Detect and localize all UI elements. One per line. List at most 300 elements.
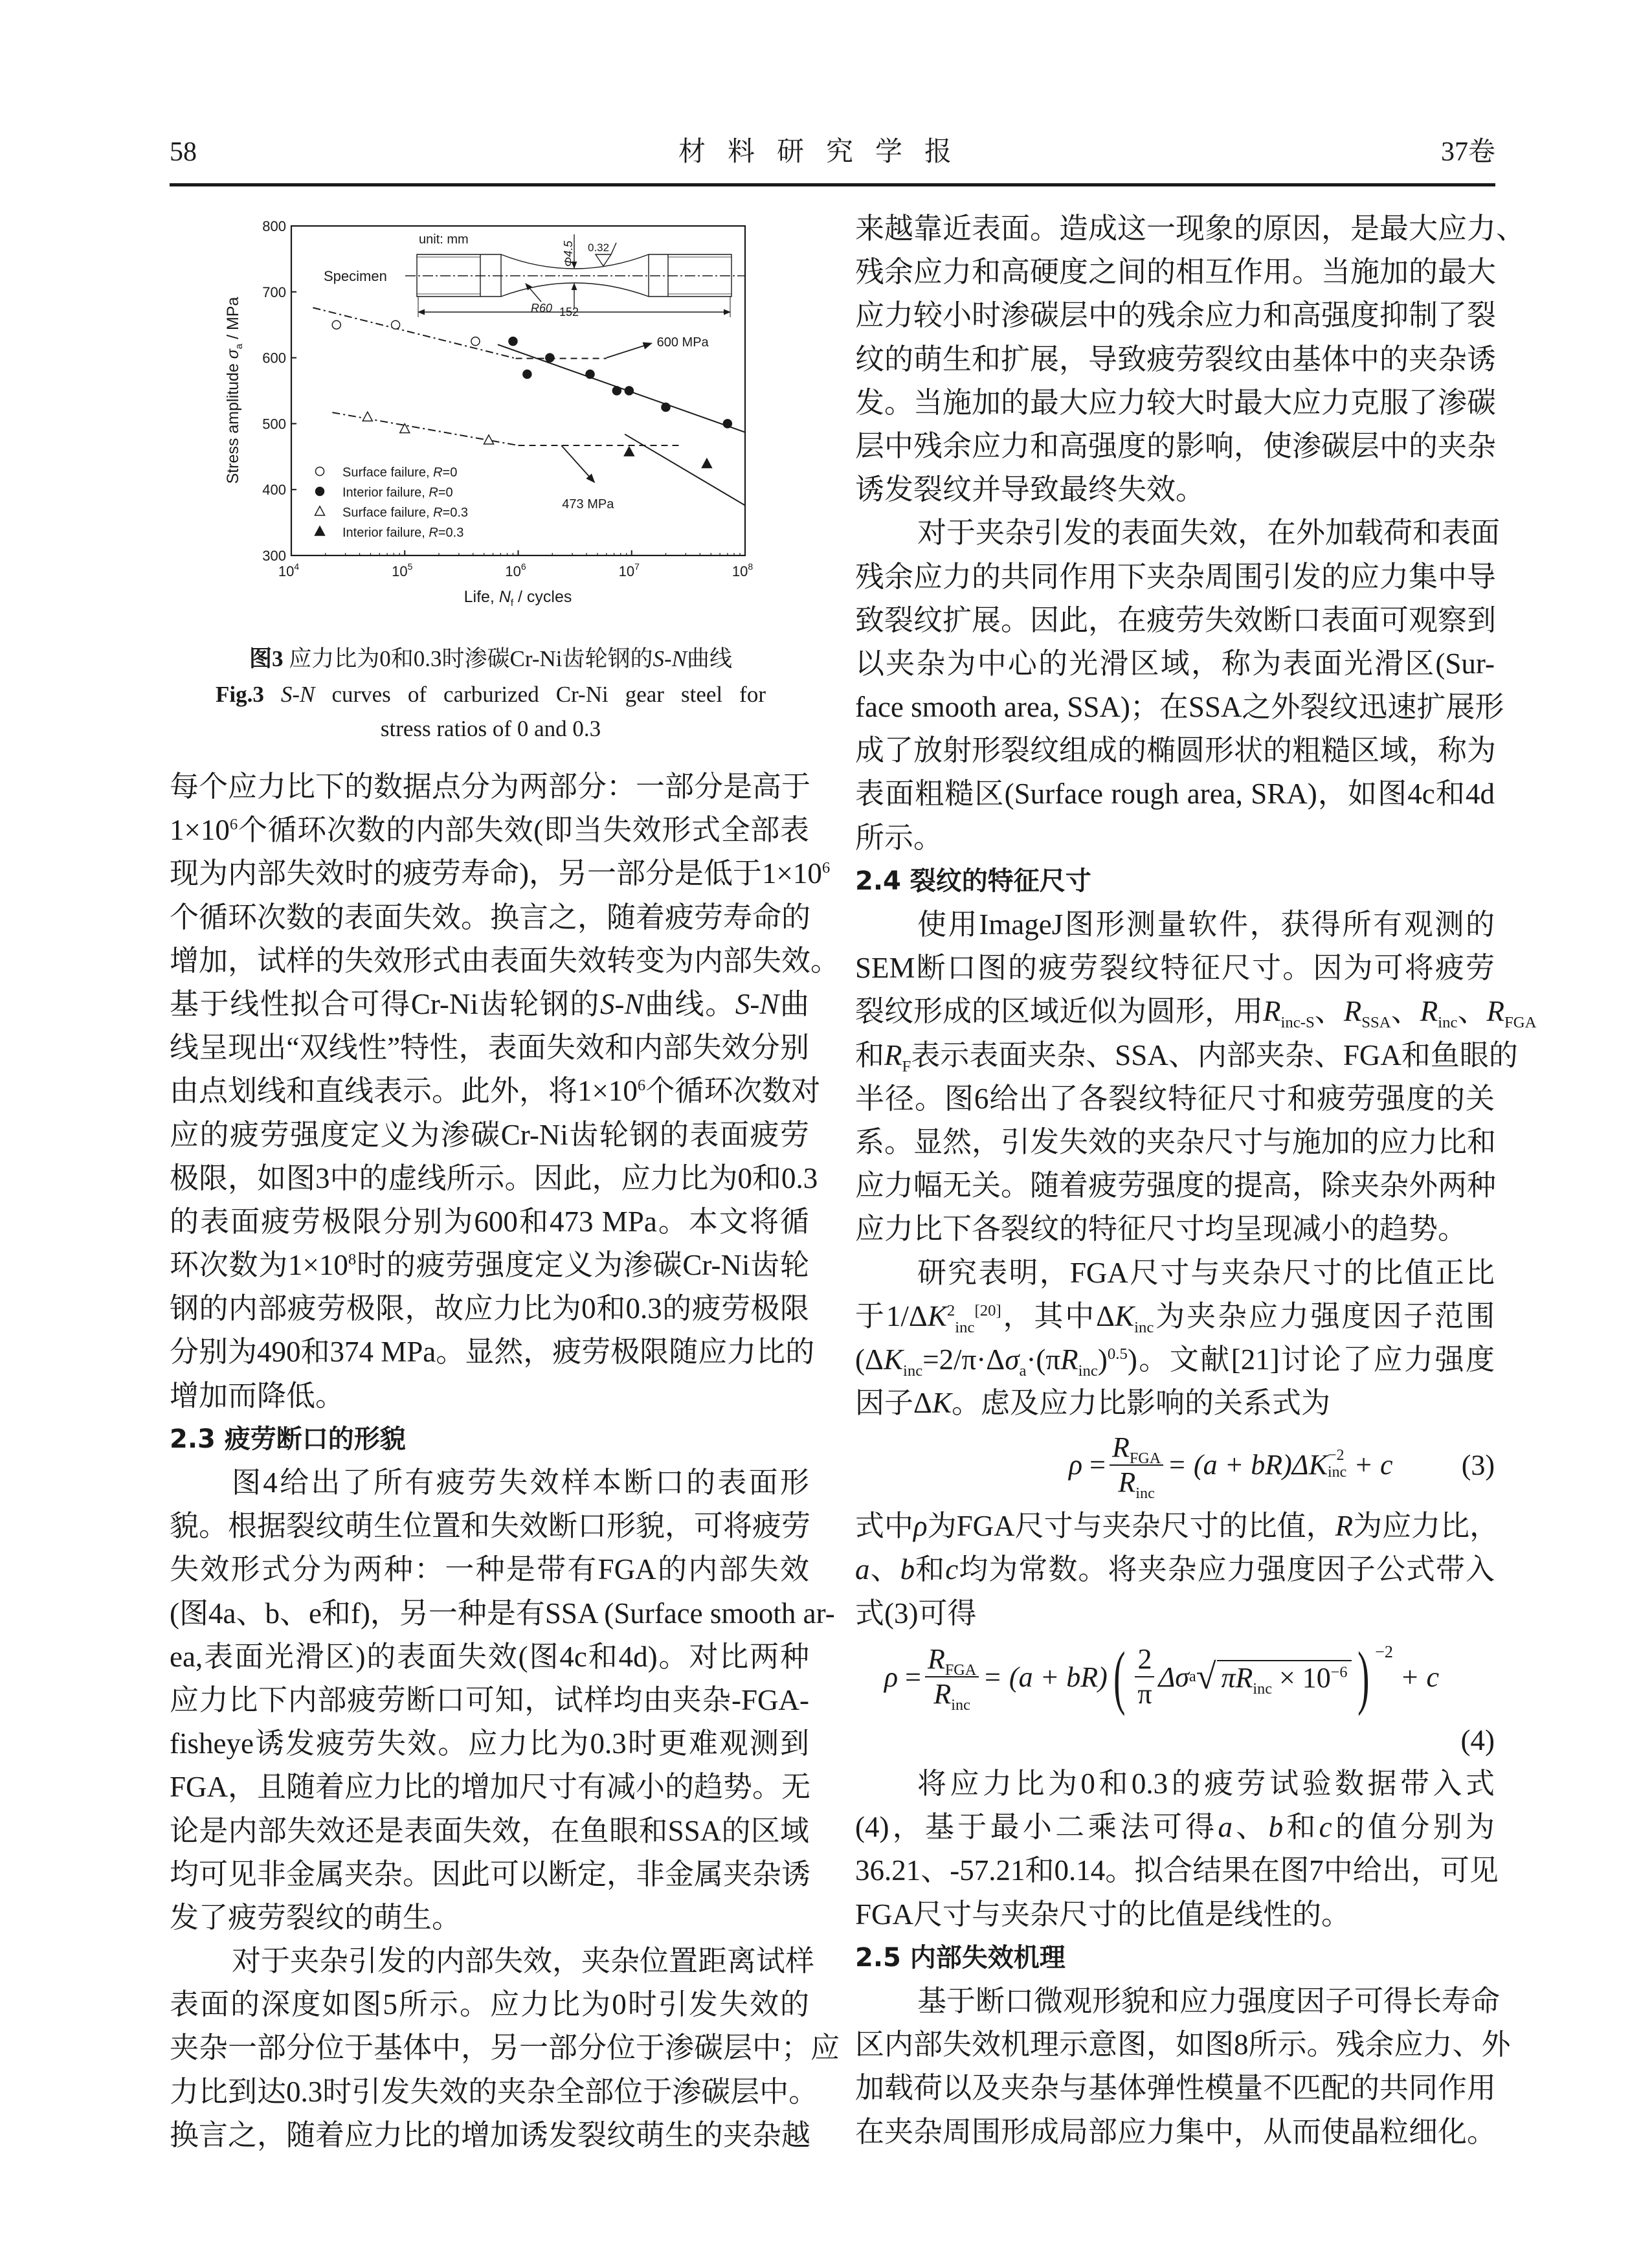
label-part: =0.3 [438,526,464,540]
text-line [855,1592,1495,1635]
data-point [484,435,493,444]
italic-text: b [900,1553,915,1586]
text-line [170,1983,809,2026]
text-run: 均可见非金属夹杂。因此可以断定，非金属夹杂诱 [170,1857,811,1890]
eq-exp: −2 [1327,1446,1345,1464]
label-part: σ [224,349,242,359]
eq-den: R [933,1678,952,1710]
text-run: 层中残余应力和高强度的影响，使渗碳层中的夹杂 [855,429,1497,462]
text-line [855,1077,1495,1121]
data-point [332,320,340,329]
equation-3 [855,1425,1495,1505]
text-line [170,1635,809,1679]
text-run: 对于夹杂引发的表面失效，在外加载荷和表面 [917,517,1501,550]
eq-exp: −2 [1375,1642,1393,1662]
superscript: 6 [637,1077,646,1095]
eq-num: R [1111,1431,1130,1463]
data-point [662,403,670,411]
text-line [855,1548,1495,1591]
text-run: 貌。根据裂纹萌生位置和失效断口形貌，可将疲劳 [170,1510,811,1543]
text-run: 应的疲劳强度定义为渗碳Cr-Ni齿轮钢的表面疲劳 [170,1118,809,1151]
superscript: 0.5 [1107,1345,1128,1363]
text-run: 失效形式分为两种：一种是带有FGA的内部失效 [170,1553,809,1586]
eq-sub: inc [951,1696,970,1714]
text-line [855,2067,1495,2110]
tick-exponent: 5 [407,561,413,572]
text-run: 来越靠近表面。造成这一现象的原因，是最大应力、 [855,212,1526,245]
y-tick-label [262,548,286,564]
tick-base: 10 [618,563,635,579]
text-line [855,1505,1499,1548]
text-line [855,686,1504,729]
text-line [855,1121,1495,1164]
eq-equals: = [905,1661,921,1693]
right-column [855,207,1537,2154]
x-tick-label [619,561,640,579]
text-line [855,1719,1495,1762]
text-line [170,896,809,939]
eq-tail: + c [1400,1661,1440,1693]
text-line [855,947,1495,990]
text-run: FGA，且随着应力比的增加尺寸有减小的趋势。无 [170,1771,811,1804]
label-part: R [429,486,438,500]
text-run: 夹杂一部分位于基体中，另一部分位于渗碳层中；应 [170,2032,840,2065]
x-tick-label [505,561,526,579]
text-run: 将应力比为0和0.3的疲劳试验数据带入式 [917,1767,1495,1800]
italic-text: K [927,1299,947,1332]
text-run: 36.21、-57.21和0.14。拟合结果在图7中给出，可见 [855,1854,1499,1887]
text-line [170,1114,809,1157]
text-run: (4)，基于最小二乘法可得 [855,1811,1218,1844]
eq-sub: FGA [944,1661,977,1679]
text-run: 和 [855,1038,885,1071]
text-line [170,1679,809,1722]
text-run: 为FGA尺寸与夹杂尺寸的比值， [927,1510,1335,1543]
diameter-label [562,240,575,267]
text-run: 成了放射形裂纹组成的椭圆形状的粗糙区域，称为 [855,734,1497,767]
data-point [625,387,633,395]
text-line [170,983,809,1026]
text-line [170,1157,818,1200]
section-heading [170,1418,809,1461]
text-run: 图4给出了所有疲劳失效样本断口的表面形 [232,1466,809,1499]
data-point [624,447,634,456]
text-run: 线呈现出“双线性”特性，表面失效和内部失效分别 [170,1031,809,1064]
italic-text: R [1335,1510,1354,1543]
data-point [702,458,711,467]
label-part: Interior failure, [342,486,429,500]
text-line [855,555,1495,599]
eq-fraction [1110,1431,1163,1502]
y-tick-label [262,482,286,498]
eq-rho: ρ [1069,1449,1083,1481]
caption-italic: S-N [263,682,315,707]
text-run: FGA尺寸与夹杂尺寸的比值是线性的。 [855,1898,1351,1931]
y-tick-label [262,218,286,234]
eq-num: R [927,1643,945,1676]
italic-text: b [1268,1811,1284,1844]
text-run: fisheye诱发疲劳失效。应力比为0.3时更难观测到 [170,1727,809,1760]
annotation-arrow [561,445,594,482]
text-run: 分别为490和374 MPa。显然，疲劳极限随应力比的 [170,1336,815,1369]
label-part: 473 MPa [562,497,614,512]
italic-text: R [1060,1343,1078,1376]
text-run: 式(3)可得 [855,1597,977,1630]
italic-text: R [1486,995,1504,1028]
text-run: 表示表面夹杂、SSA、内部夹杂、FGA和鱼眼的 [911,1038,1518,1071]
text-run: 个循环次数对 [645,1075,821,1108]
text-line [170,1765,809,1809]
label-part: 0.32 [588,241,610,254]
text-run: 2.3 疲劳断口的形貌 [170,1424,406,1454]
text-run: 致裂纹扩展。因此，在疲劳失效断口表面可观察到 [855,603,1497,636]
text-line [170,1592,835,1635]
text-line [855,2023,1511,2067]
text-run: ，其中Δ [1001,1299,1115,1332]
label-part: R [433,465,443,480]
text-run: 基于线性拟合可得Cr-Ni齿轮钢的 [170,987,600,1020]
text-line [170,939,840,983]
data-point [471,337,480,346]
text-run: 表面的深度如图5所示。应力比为0时引发失效的 [170,1988,809,2021]
x-tick-label [732,561,753,579]
text-run: 换言之，随着应力比的增加诱发裂纹萌生的夹杂越 [170,2118,811,2151]
superscript: 2 [946,1301,955,1319]
eq-times: × 10 [1271,1661,1331,1694]
left-column [170,765,840,2157]
sqrt-icon: √ [1196,1657,1216,1698]
text-line [170,2114,809,2157]
text-line [855,511,1501,555]
tick-exponent: 4 [294,561,300,572]
label-part: 600 MPa [656,335,709,350]
section-heading [855,1936,1495,1980]
text-line [855,381,1495,425]
legend-marker [315,506,325,515]
eq-radicand [1217,1660,1351,1698]
inset-title [324,268,387,284]
text-run: ) [1097,1343,1108,1376]
italic-text: σ [1005,1343,1020,1376]
eq-paren: ( [1113,1637,1126,1717]
data-point [723,420,731,428]
text-run: 2.5 内部失效机理 [855,1942,1066,1973]
inset-unit [419,232,469,247]
text-line [855,642,1495,686]
eq-sub: inc [1253,1679,1272,1698]
data-point [363,412,372,421]
y-tick-label [262,284,286,300]
y-tick-label: 600 [262,350,286,366]
text-run: 以夹杂为中心的光滑区域，称为表面光滑区(Sur- [855,647,1495,680]
text-run: 2.4 裂纹的特征尺寸 [855,866,1091,896]
text-line [855,251,1495,294]
italic-text: S-N [735,987,779,1020]
text-run: 增加而降低。 [170,1379,345,1412]
text-run: 为应力比， [1353,1510,1499,1543]
text-run: 研究表明，FGA尺寸与夹杂尺寸的比值正比 [917,1256,1495,1289]
tick-exponent: 8 [748,561,753,572]
label-part: =0.3 [442,506,469,520]
eq-fraction [925,1642,979,1714]
italic-text: K [883,1343,903,1376]
text-run: 所示。 [855,821,943,854]
eq-exp: −6 [1330,1663,1348,1681]
paragraph-block [170,765,840,2157]
text-run: 应力比下各裂纹的特征尺寸均呈现减小的趋势。 [855,1213,1468,1246]
text-run: (4) [1460,1723,1495,1756]
legend-entry [342,486,453,500]
superscript: 8 [348,1251,357,1269]
subscript: inc [955,1318,975,1336]
figure-caption-cn [216,642,766,677]
roughness-icon [596,254,611,266]
data-point [546,353,554,362]
data-point [392,320,400,329]
roughness-icon-tail [611,243,616,254]
label-part: Specimen [324,268,387,284]
label-part: =0 [442,465,458,480]
text-run: 论是内部失效还是表面失效，在鱼眼和SSA的区域 [170,1814,809,1847]
surface-fit-R0-line [313,308,515,358]
label-part: a [234,343,245,350]
subscript: inc [902,1362,923,1380]
text-run: 应力较小时渗碳层中的残余应力和高强度抑制了裂 [855,299,1497,332]
label-part: Interior failure, [342,526,429,540]
paragraph-block [855,207,1537,1425]
text-run: 现为内部失效时的疲劳寿命)，另一部分是低于1×10 [170,857,822,890]
italic-text: K [1115,1299,1135,1332]
text-run: SEM断口图的疲劳裂纹特征尺寸。因为可将疲劳 [855,952,1495,985]
text-run: 在夹杂周围形成局部应力集中，从而使晶粒细化。 [855,2115,1497,2148]
text-run: 发。当施加的最大应力较大时最大应力克服了渗碳 [855,386,1497,419]
text-line [855,1893,1495,1936]
eq-equals: = [1089,1449,1106,1481]
text-run: 个循环次数的内部失效(即当失效形式全部表 [238,814,809,847]
text-line [855,1382,1495,1425]
eq-middle: = (a + bR) [983,1661,1108,1693]
text-run: ea,表面光滑区)的表面失效(图4c和4d)。对比两种 [170,1640,809,1673]
tick-base: 10 [505,563,521,579]
data-point [586,370,594,379]
y-tick-label [262,416,286,432]
text-line [855,2111,1495,2154]
legend-entry [342,465,457,480]
italic-text: R [1420,995,1438,1028]
text-run: 、 [1314,995,1344,1028]
label-part: unit: mm [419,232,469,247]
text-run: 、 [1233,1811,1269,1844]
text-run: 均为常数。将夹杂应力强度因子公式带入 [958,1553,1495,1586]
tick-exponent: 7 [634,561,640,572]
text-run: 曲 [779,987,809,1020]
label-part: / MPa [224,297,242,344]
eq-middle: = (a + bR)ΔK [1167,1449,1328,1481]
text-line [855,338,1495,381]
annotation-label [562,497,614,511]
caption-label: 图3 [249,646,284,671]
text-line [170,1244,809,1287]
superscript: [20] [974,1301,1001,1319]
text-run: 为夹杂应力强度因子范围 [1154,1299,1495,1332]
italic-text: c [945,1553,959,1586]
subscript: a [1019,1362,1027,1380]
eq-num: 2 [1135,1642,1154,1677]
y-tick-label: 700 [262,284,286,300]
text-run: 和 [915,1553,946,1586]
journal-title: 材料研究学报 [678,137,974,167]
equation-4: ρ = $\frac{R_{FGA}}{R_{inc}}$ = (a + bR) ( $\frac{2}{\pi}$ Δσ a √ $\pi R_{inc} \times 10^{-6}$ ) $^{-2}$ + c [884,1637,1440,1717]
text-run: 。虑及应力比影响的关系式为 [951,1387,1330,1420]
caption-text: curves of carburized Cr-Ni gear steel for [315,682,766,707]
text-run: 、 [869,1553,900,1586]
text-run: 裂纹形成的区域近似为圆形，用 [855,995,1264,1028]
subscript: inc-S [1280,1014,1315,1032]
text-run: 个循环次数的表面失效。换言之，随着疲劳寿命的 [170,901,811,934]
legend-marker [315,526,325,535]
text-run: 诱发裂纹并导致最终失效。 [855,473,1205,506]
eq-sub: FGA [1129,1449,1161,1467]
paragraph-block [855,1505,1499,1635]
text-line [170,1853,809,1896]
volume-label: 37卷 [1440,137,1495,167]
italic-text: a [855,1553,870,1586]
label-part: / cycles [513,588,572,606]
text-line [855,990,1537,1033]
text-line [855,1762,1495,1806]
tick-exponent: 6 [520,561,526,572]
text-run: 时的疲劳强度定义为渗碳Cr-Ni齿轮 [356,1249,809,1282]
label-part: Life, [463,588,499,606]
text-run: 于1/Δ [855,1299,928,1332]
superscript: 6 [821,859,831,877]
y-tick-label: 400 [262,482,286,499]
text-run: 钢的内部疲劳极限，故应力比为0和0.3的疲劳极限 [170,1292,809,1325]
text-run: 表面粗糙区(Surface rough area, SRA)，如图4c和4d [855,778,1495,811]
label-part: =0 [438,486,453,500]
y-tick-label: 300 [262,548,286,564]
text-line [170,1810,809,1853]
text-line [855,599,1495,642]
italic-text: S-N [599,987,644,1020]
annotation-arrow [607,343,652,357]
italic-text: K [932,1387,952,1420]
section-heading [855,860,1495,903]
text-run: 的值分别为 [1332,1811,1495,1844]
eq-sub: inc [1327,1463,1347,1481]
text-line [170,1940,815,1983]
text-line [170,1200,809,1244]
text-run: 纹的萌生和扩展，导致疲劳裂纹由基体中的夹杂诱 [855,342,1497,375]
subscript: F [902,1057,911,1075]
text-line [170,852,831,895]
text-run: 、 [1390,995,1420,1028]
text-run: 加载荷以及夹杂与基体弹性模量不匹配的共同作用 [855,2072,1497,2105]
legend-marker [316,488,324,496]
figure-caption-en [216,677,766,712]
text-line [170,1548,809,1591]
label-part: R60 [531,302,553,315]
eq-den: π [1137,1678,1152,1710]
text-run: 每个应力比下的数据点分为两部分：一部分是高于 [170,770,811,803]
text-run: (Δ [855,1343,884,1376]
text-line [855,729,1495,772]
text-run: 环次数为1×10 [170,1249,348,1282]
text-line [855,1207,1495,1251]
page-number: 58 [170,137,197,167]
label-part: R [429,526,438,540]
text-run: 极限，如图3中的虚线所示。因此，应力比为0和0.3 [170,1161,818,1194]
y-axis-title [224,297,245,484]
equation-number: (3) [1461,1449,1495,1481]
text-line [170,2070,818,2114]
data-point [509,337,517,346]
text-line [855,1034,1518,1077]
text-run: 和 [1283,1811,1319,1844]
text-line [855,1849,1499,1892]
text-run: 半径。图6给出了各裂纹特征尺寸和疲劳强度的关 [855,1082,1495,1115]
text-line [855,425,1495,468]
x-tick-label [278,561,299,579]
eq-root: πR [1221,1661,1253,1694]
subscript: inc [1078,1362,1098,1380]
text-line [855,207,1526,251]
x-tick-label [392,561,412,579]
text-run: 系。显然，引发失效的夹杂尺寸与施加的应力比和 [855,1125,1497,1158]
eq-rho: ρ [884,1661,899,1693]
italic-text: a [1218,1811,1233,1844]
text-run: 由点划线和直线表示。此外，将1×10 [170,1075,638,1108]
text-line [855,1980,1501,2023]
text-line [170,1070,821,1113]
text-run: 发了疲劳裂纹的萌生。 [170,1901,462,1934]
text-run: 1×10 [170,814,230,847]
subscript: inc [1134,1318,1154,1336]
text-line [855,772,1495,816]
caption-text: 曲线 [686,646,732,671]
eq-sub: inc [1135,1484,1155,1502]
caption-italic: S-N [653,646,687,671]
y-tick-label [262,350,286,366]
legend-marker [316,467,324,476]
length-label [559,306,579,319]
label-part: Φ4.5 [562,240,575,267]
text-run: 曲线。 [643,987,735,1020]
y-tick-label: 500 [262,416,286,432]
text-run: face smooth area, SSA)；在SSA之外裂纹迅速扩展形 [855,691,1504,724]
label-part: Surface failure, [342,465,434,480]
tick-base: 10 [392,563,408,579]
text-run: 残余应力和高硬度之间的相互作用。当施加的最大 [855,256,1497,289]
text-line [855,1164,1495,1207]
text-run: 残余应力的共同作用下夹杂周围引发的应力集中导 [855,560,1497,593]
radius-label [531,302,552,315]
text-run: 力比到达0.3时引发失效的夹杂全部位于渗碳层中。 [170,2075,818,2108]
text-run: 应力幅无关。随着疲劳强度的提高，除夹杂外两种 [855,1169,1497,1202]
text-line [855,816,1495,860]
text-line [855,1806,1495,1849]
text-line [855,1338,1495,1382]
italic-text: c [1319,1811,1332,1844]
label-part: N [498,588,511,606]
superscript: 6 [229,816,238,834]
text-run: 对于夹杂引发的内部失效，夹杂位置距离试样 [232,1945,815,1978]
subscript: SSA [1361,1014,1391,1032]
label-part: R [433,506,443,520]
text-run: =2/π·Δ [922,1343,1005,1376]
tick-base: 10 [278,563,295,579]
text-line [170,1896,809,1940]
